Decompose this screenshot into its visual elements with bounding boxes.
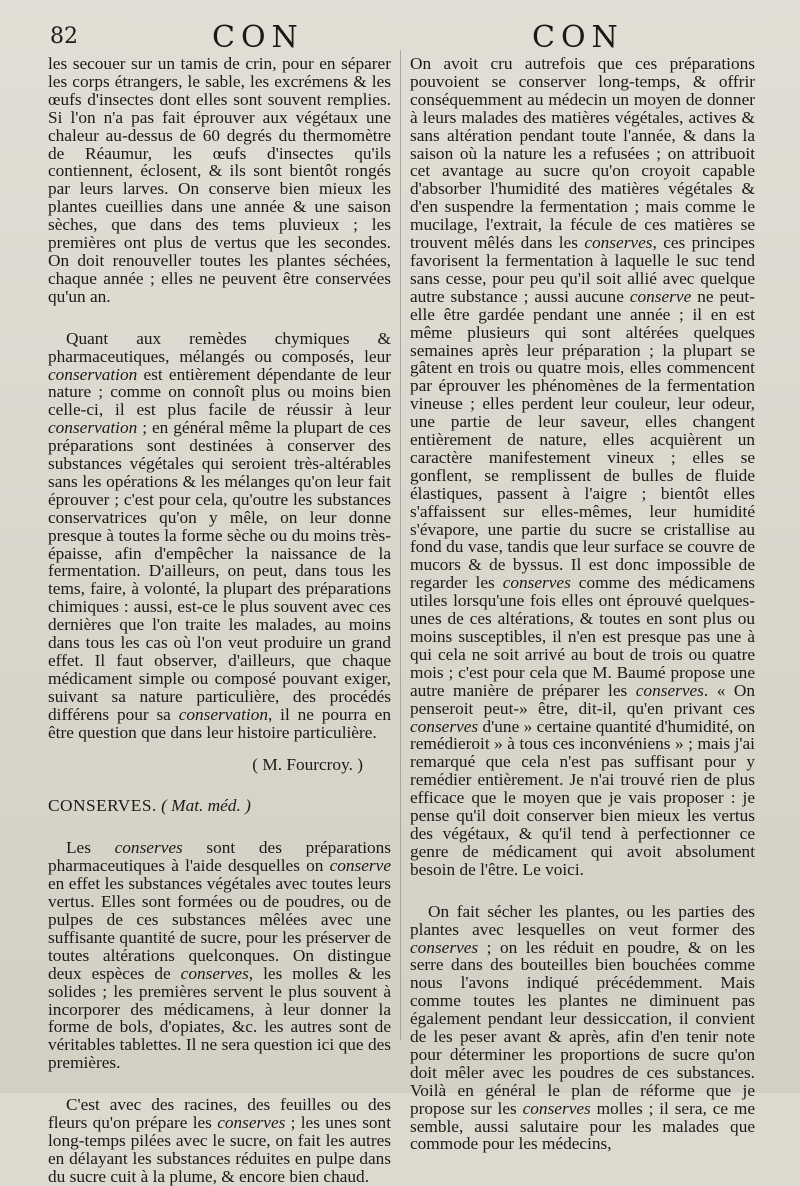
paragraph: Les conserves sont des préparations pharmaceutiques à l'aide desquelles on conserve en effet les substances végétales avec toutes leurs vertus. Elles sont formées ou de poudres, ou de pulpes de ces substances mêlées avec une suffisante quantité de sucre, pour les préserver de toutes altérations quelconques. On distingue deux espèces de conserves, les molles & les solides ; les premières servent le plus souvent à incorporer des médicamens, à leur donner la forme de bols, d'opiates, &c. les autres sont de véritables tablettes. Il ne sera question ici que des premières.	[48, 838, 392, 1073]
right-column	[410, 55, 755, 1153]
author-signature: ( M. Fourcroy. )	[252, 754, 363, 774]
paragraph: On fait sécher les plantes, ou les parties des plantes avec lesquelles on veut former des conserves ; on les réduit en poudre, & on les serre dans des bouteilles bien bouchées comme nous l'avons indiqué précédemment. Mais comme toutes les plantes ne diminuent pas également pendant leur dessiccation, il convient de les peser avant & après, afin d'en tenir note pour déterminer les proportions de sucre qu'on doit mêler avec les poudres de ces substances. Voilà en général le plan de réforme que je propose sur les conserves molles ; il sera, ce me semble, aussi salutaire pour les malades que commode pour les médecins,	[410, 901, 756, 1154]
running-head-left: CON	[212, 20, 304, 55]
page-number: 82	[50, 24, 78, 49]
running-head-right: CON	[532, 20, 624, 55]
column-divider	[400, 50, 401, 1040]
left-column	[48, 55, 391, 1186]
headword-tag: ( Mat. méd. )	[161, 796, 251, 816]
paragraph: Quant aux remèdes chymiques & pharmaceutiques, mélangés ou composés, leur conservation est entièrement dépendante de leur nature ; comme on connoît plus ou moins bien celle-ci, il est plus facile de réussir à leur conservation ; en général même la plupart de ces préparations sont destinées à conserver des substances végétales qui seroient très-altérables sans les opérations & les mélanges qu'on leur fait éprouver ; c'est pour cela, qu'outre les substances conservatrices qu'on y mêle, on leur donne presque à toutes la forme sèche ou du moins très-épaisse, afin d'empêcher la naissance de la fermentation. D'ailleurs, on peut, dans tous les tems, faire, à volonté, la plupart des préparations chimiques : aussi, est-ce le plus souvent avec ces dernières que l'on traite les malades, au moins dans tous les cas où l'on veut produire un grand effet. Il faut observer, d'ailleurs, que chaque médicament simple ou composé pouvant exiger, suivant sa nature particulière, des procédés différens pour sa conservation, il ne pourra en être question que dans leur histoire particulière.	[48, 328, 391, 742]
headword-text: CONSERVES.	[48, 796, 157, 816]
paragraph: On avoit cru autrefois que ces préparations pouvoient se conserver long-temps, & offrir conséquemment au médecin un moyen de donner à leurs malades des matières végétales, actives & sans altération pendant toute l'année, & dans la saison où la nature les a refusées ; on attribuoit cet avantage au sucre qu'on croyoit capable d'absorber l'humidité des matières végétales & d'en suspendre la fermentation ; mais comme le mucilage, l'extrait, la fécule de ces matières se trouvent mêlés dans les conserves, ces principes favorisent la fermentation à laquelle le suc tend sans cesse, pour peu qu'il soit allié avec quelque autre substance ; aussi aucune conserve ne peut-elle être gardée pendant une année ; il en est même plusieurs qui sont altérées quelques semaines après leur préparation ; la plupart se gâtent en trois ou quatre mois, elles commencent par éprouver les phénomènes de la fermentation vineuse ; elles perdent leur couleur, leur odeur, une partie de leur saveur, elles changent entièrement de nature, elles acquièrent un caractère manifestement vineux ; elles se gonflent, se remplissent de bulles de fluide élastiques, passent à l'aigre ; bientôt elles s'affaissent sur elles-mêmes, leur humidité s'évapore, une partie du sucre se cristallise au fond du vase, tandis que leur surface se couvre de mucors & de byssus. Il est donc impossible de regarder les conserves comme des médicamens utiles lorsqu'une fois elles ont éprouvé quelques-unes de ces altérations, & toutes en sont plus ou moins susceptibles, il n'en est presque pas une à qui cela ne soit arrivé au bout de trois ou quatre mois ; c'est pour cela que M. Baumé propose une autre manière de préparer les conserves. « On penseroit peut-» être, dit-il, qu'en privant ces conserves d'une » certaine quantité d'humidité, on remédieroit » à tous ces inconvéniens » ; mais j'ai remarqué que cela n'est pas suffisant pour y remédier entièrement. Je n'ai trouvé rien de plus efficace que le moyen que je vais proposer : je pense qu'il doit conserver bien mieux les vertus des végétaux, & qu'il tend à perfectionner ce genre de médicament qui avoit absolument besoin de l'être. Le voici.	[410, 54, 755, 879]
entry-headword	[48, 797, 391, 815]
running-header	[0, 18, 800, 54]
paragraph: les secouer sur un tamis de crin, pour en séparer les corps étrangers, le sable, les excrémens & les œufs d'insectes dont elles sont souvent remplies. Si l'on n'a pas fait éprouver aux végétaux une chaleur au-dessus de 60 degrés du thermomètre de Réaumur, les œufs d'insectes qu'ils contiennent, éclosent, & ils sont bientôt rongés par leurs larves. On conserve bien mieux les plantes cueillies dans une année & une saison sèches, que dans des tems pluvieux ; les premières ont plus de vertus que les secondes. On doit renouveller toutes les plantes séchées, chaque année ; elles ne peuvent être conservées qu'un an.	[48, 54, 391, 306]
paragraph: C'est avec des racines, des feuilles ou des fleurs qu'on prépare les conserves ; les unes sont long-temps pilées avec le sucre, on fait les autres en délayant les substances réduites en pulpe dans du sucre cuit à la plume, & encore bien chaud.	[48, 1095, 391, 1186]
